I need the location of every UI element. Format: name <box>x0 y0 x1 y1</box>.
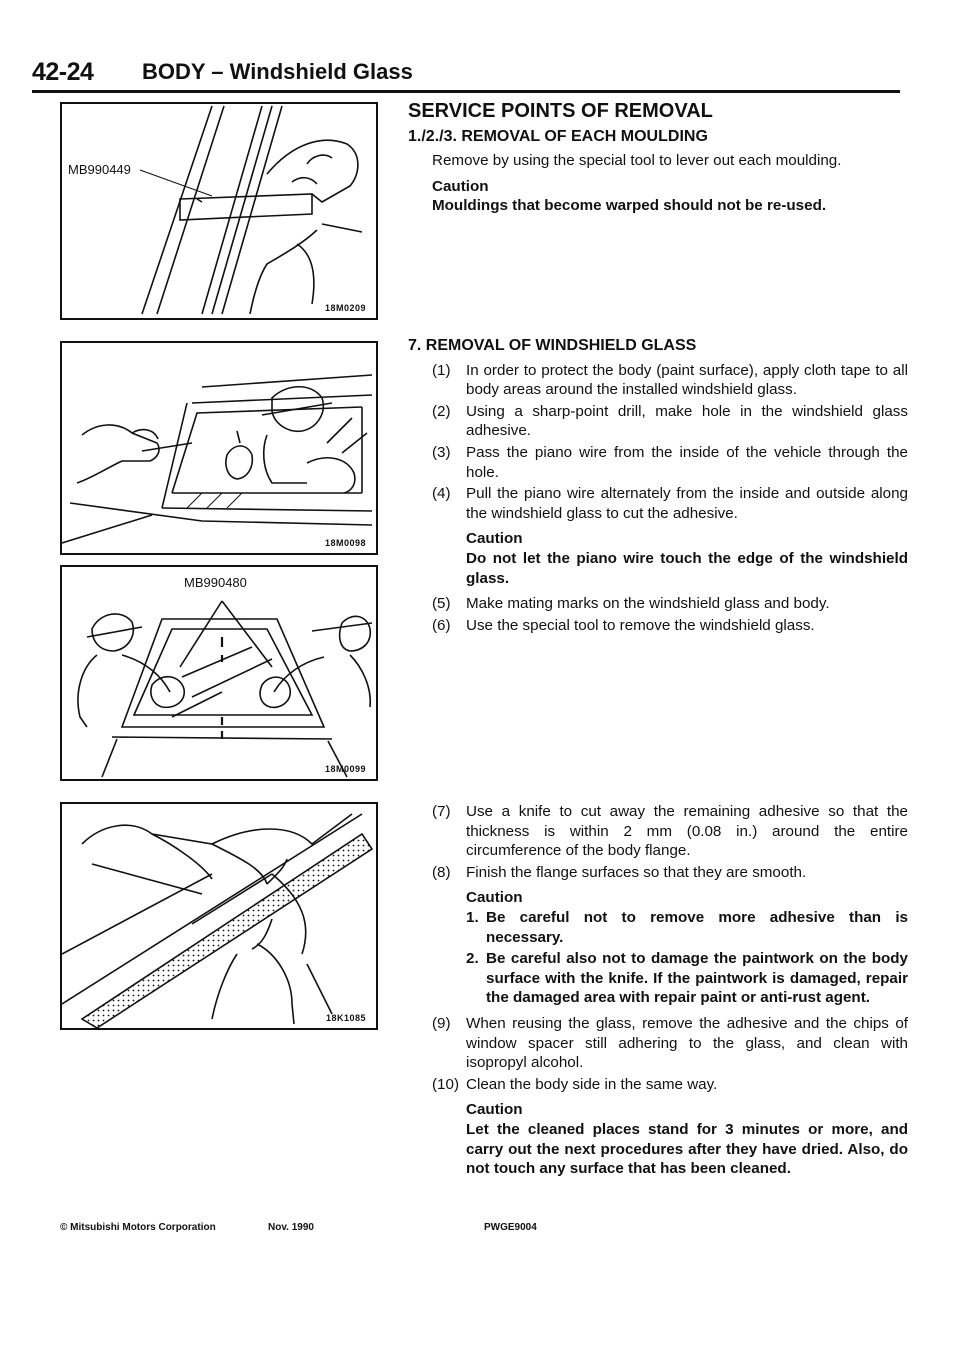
caution-text: Let the cleaned places stand for 3 minutes or more, and carry out the next procedures after they have dried. Also, do not touch any surface that has been cleaned. <box>466 1120 908 1178</box>
caution-item <box>466 908 908 947</box>
caution-label: Caution <box>466 530 523 548</box>
step-text: Make mating marks on the windshield glass and body. <box>466 595 830 613</box>
tool-label-mb990449: MB990449 <box>68 162 131 177</box>
figure-code: 18K1085 <box>325 1013 366 1023</box>
step-text: Finish the flange surfaces so that they are smooth. <box>466 863 807 881</box>
caution-item-number: 1. <box>466 908 479 926</box>
footer-doc-code: PWGE9004 <box>484 1222 537 1233</box>
footer-date: Nov. 1990 <box>268 1222 314 1233</box>
step-number: (8) <box>432 863 451 881</box>
step-item <box>408 402 908 441</box>
piano-wire-illustration <box>62 343 376 553</box>
figure-glass-removal <box>60 565 378 781</box>
step-item <box>408 443 908 482</box>
footer-copyright: © Mitsubishi Motors Corporation <box>60 1222 216 1233</box>
step-item <box>408 484 908 523</box>
moulding-removal-illustration <box>62 104 376 318</box>
figure-code: 18M0098 <box>324 538 366 548</box>
step-number: (4) <box>432 485 451 503</box>
step-number: (1) <box>432 361 451 379</box>
step-item <box>408 361 908 400</box>
instruction-text: Remove by using the special tool to lever out each moulding. <box>432 152 842 170</box>
step-number: (2) <box>432 402 451 420</box>
step-text: Using a sharp-point drill, make hole in the windshield glass adhesive. <box>466 402 908 440</box>
section-adhesive-finishing <box>408 802 908 1185</box>
page-number: 42-24 <box>32 58 94 86</box>
step-number: (3) <box>432 443 451 461</box>
step-text: Pass the piano wire from the inside of the vehicle through the hole. <box>466 443 908 481</box>
figure-code: 18M0099 <box>324 764 366 774</box>
step-text: When reusing the glass, remove the adhesive and the chips of window spacer still adhering to the glass, and clean with isopropyl alcohol. <box>466 1014 908 1072</box>
subsection-heading: 7. REMOVAL OF WINDSHIELD GLASS <box>408 337 697 354</box>
page-title: BODY – Windshield Glass <box>142 59 413 84</box>
step-number: (6) <box>432 616 451 634</box>
header-rule <box>32 90 900 93</box>
step-item <box>408 863 908 883</box>
section-moulding <box>408 102 908 222</box>
step-text: Clean the body side in the same way. <box>466 1075 718 1093</box>
section-heading: SERVICE POINTS OF REMOVAL <box>408 100 713 122</box>
glass-removal-illustration <box>62 567 376 779</box>
caution-label: Caution <box>432 177 489 195</box>
section-windshield-removal <box>408 336 908 637</box>
step-text: Use the special tool to remove the windshield glass. <box>466 616 815 634</box>
step-text: In order to protect the body (paint surface), apply cloth tape to all body areas around the installed windshield glass. <box>466 361 908 399</box>
step-text: Pull the piano wire alternately from the inside and outside along the windshield glass to cut the adhesive. <box>466 485 908 522</box>
step-item <box>408 802 908 861</box>
step-number: (10) <box>432 1075 460 1093</box>
caution-text: Do not let the piano wire touch the edge of the windshield glass. <box>466 549 908 587</box>
step-item <box>408 616 908 636</box>
adhesive-cutting-illustration <box>62 804 376 1028</box>
caution-item-number: 2. <box>466 950 479 968</box>
step-item <box>408 1075 908 1095</box>
step-item <box>408 1014 908 1073</box>
caution-label: Caution <box>466 1101 523 1119</box>
step-number: (7) <box>432 803 451 820</box>
subsection-heading: 1./2./3. REMOVAL OF EACH MOULDING <box>408 127 708 145</box>
figure-moulding-removal <box>60 102 378 320</box>
step-text: Use a knife to cut away the remaining adhesive so that the thickness is within 2 mm (0.08 in.) around the entire circumference of the body flange. <box>466 803 908 860</box>
caution-label: Caution <box>466 889 523 907</box>
figure-adhesive-cutting <box>60 802 378 1030</box>
page-header <box>32 58 932 92</box>
caution-item <box>466 949 908 1008</box>
figure-piano-wire <box>60 341 378 555</box>
figure-code: 18M0209 <box>324 303 366 313</box>
tool-label-mb990480: MB990480 <box>184 575 247 590</box>
caution-text: Mouldings that become warped should not be re-used. <box>432 197 827 215</box>
step-item <box>408 594 908 614</box>
step-number: (5) <box>432 595 451 613</box>
caution-item-text: Be careful not to remove more adhesive than is necessary. <box>486 908 908 946</box>
step-number: (9) <box>432 1014 451 1032</box>
caution-item-text: Be careful also not to damage the paintwork on the body surface with the knife. If the paintwork is damaged, repair the damaged area with repair paint or anti-rust agent. <box>486 950 908 1007</box>
